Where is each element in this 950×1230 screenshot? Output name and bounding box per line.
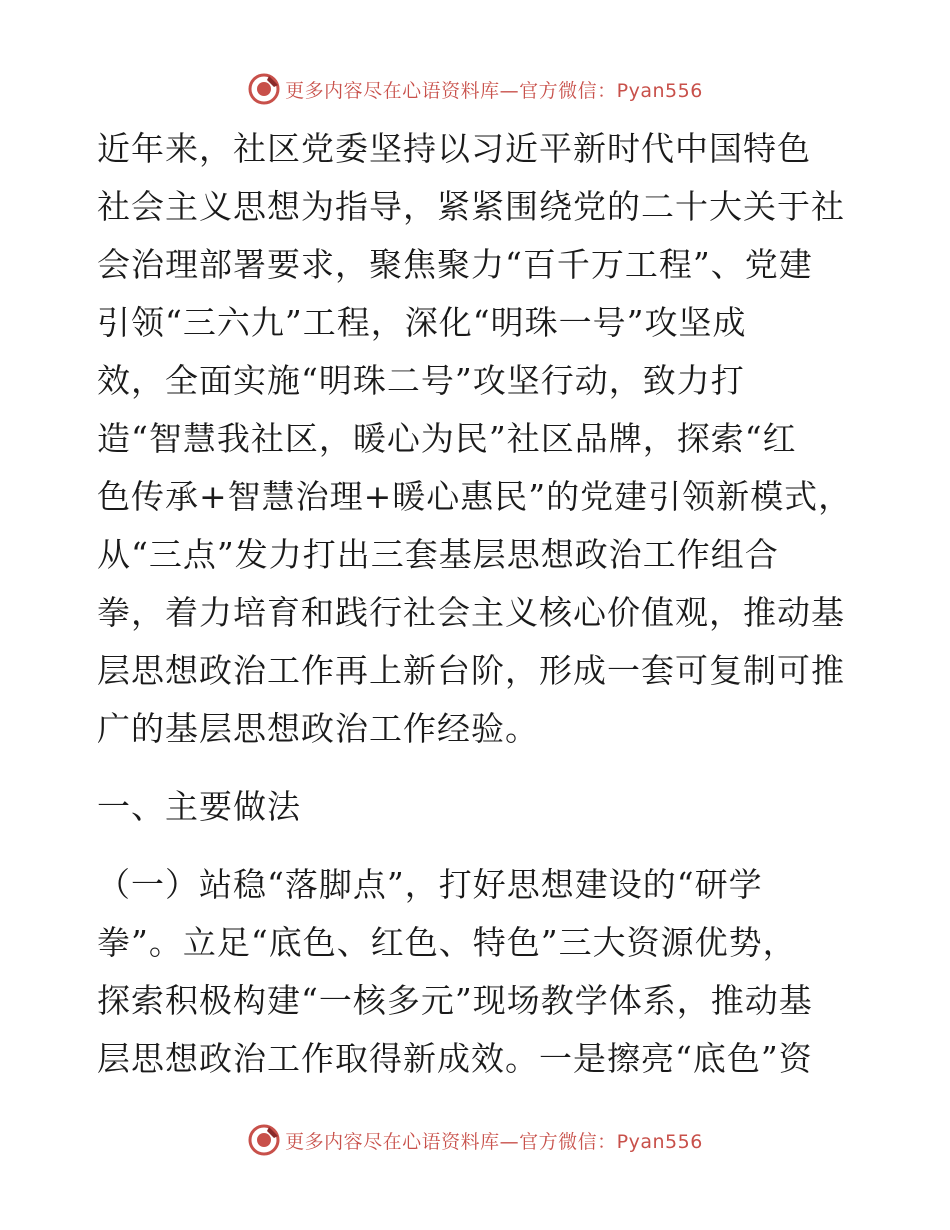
text-line: 探索积极构建“一核多元”现场教学体系，推动基 bbox=[97, 981, 813, 1020]
text-line: 拳，着力培育和践行社会主义核心价值观，推动基 bbox=[97, 593, 845, 632]
text-line: 引领“三六九”工程，深化“明珠一号”攻坚成 bbox=[97, 303, 747, 342]
brand-logo-icon bbox=[247, 1123, 281, 1157]
intro-paragraph bbox=[97, 120, 857, 758]
text-line: 会治理部署要求，聚焦聚力“百千万工程”、党建 bbox=[97, 245, 813, 284]
footer-watermark bbox=[0, 1120, 950, 1160]
section-paragraph bbox=[97, 856, 857, 1088]
watermark-text: 更多内容尽在心语资料库—官方微信：Pyan556 bbox=[285, 79, 703, 102]
text-line: 效，全面实施“明珠二号”攻坚行动，致力打 bbox=[97, 361, 745, 400]
text-line: 近年来，社区党委坚持以习近平新时代中国特色 bbox=[97, 129, 811, 168]
brand-logo-icon bbox=[247, 72, 281, 106]
watermark-text: 更多内容尽在心语资料库—官方微信：Pyan556 bbox=[285, 1130, 703, 1153]
text-line: 色传承+智慧治理+暖心惠民”的党建引领新模式， bbox=[97, 477, 853, 516]
text-line: （一）站稳“落脚点”，打好思想建设的“研学 bbox=[97, 865, 763, 904]
text-line: 层思想政治工作再上新台阶，形成一套可复制可推 bbox=[97, 651, 845, 690]
text-line: 层思想政治工作取得新成效。一是擦亮“底色”资 bbox=[97, 1039, 813, 1078]
heading-text: 一、主要做法 bbox=[97, 787, 301, 826]
text-line: 造“智慧我社区，暖心为民”社区品牌，探索“红 bbox=[97, 419, 797, 458]
text-line: 社会主义思想为指导，紧紧围绕党的二十大关于社 bbox=[97, 187, 845, 226]
text-line: 从“三点”发力打出三套基层思想政治工作组合 bbox=[97, 535, 779, 574]
header-watermark bbox=[0, 69, 950, 109]
text-line: 广的基层思想政治工作经验。 bbox=[97, 709, 539, 748]
document-body bbox=[97, 120, 857, 1088]
section-heading bbox=[97, 778, 857, 836]
text-line: 拳”。立足“底色、红色、特色”三大资源优势， bbox=[97, 923, 797, 962]
